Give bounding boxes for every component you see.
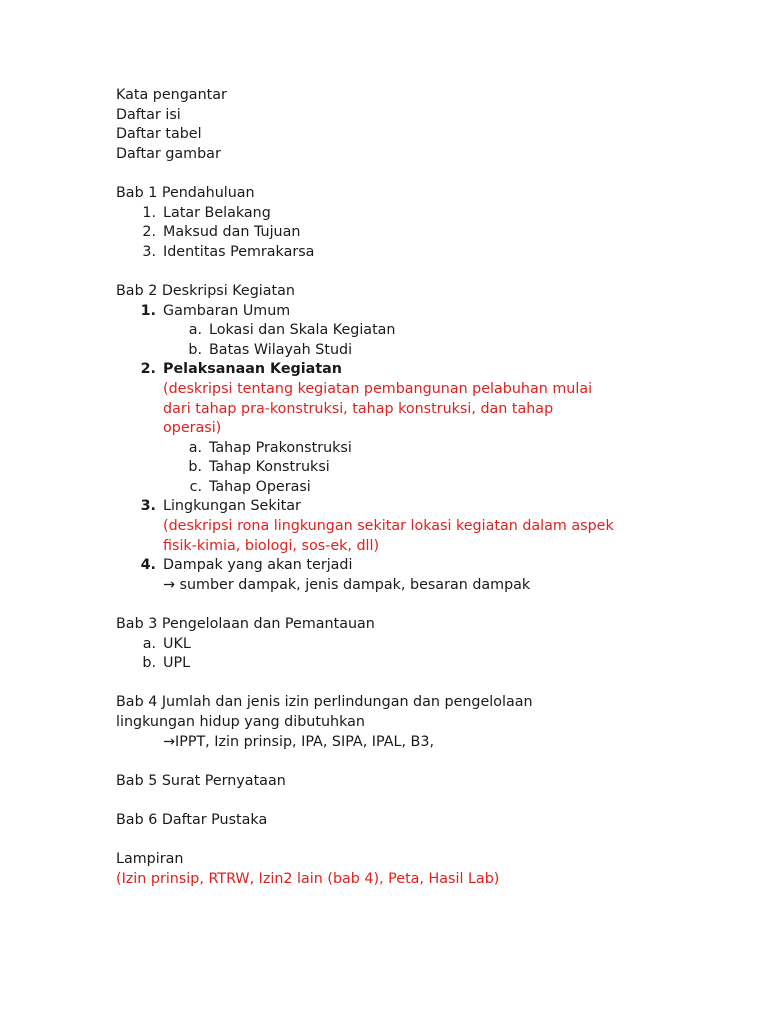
bab2-subitem <box>116 321 676 341</box>
bab2-subitem <box>116 478 676 498</box>
list-text: Batas Wilayah Studi <box>209 341 353 358</box>
list-letter: b. <box>188 341 202 358</box>
lampiran-title: Lampiran <box>116 851 184 868</box>
list-text: Gambaran Umum <box>163 302 291 319</box>
bab2-section <box>116 497 676 517</box>
bab3-item <box>116 635 676 655</box>
arrow-line <box>116 576 676 596</box>
list-text: Identitas Pemrakarsa <box>163 243 315 260</box>
list-letter: a. <box>142 635 156 652</box>
list-number: 2. <box>142 224 156 241</box>
bab3-title: Bab 3 Pengelolaan dan Pemantauan <box>116 616 375 633</box>
list-number: 2. <box>140 361 156 378</box>
arrow-text: IPPT, Izin prinsip, IPA, SIPA, IPAL, B3, <box>174 733 435 750</box>
list-number: 4. <box>140 557 156 574</box>
front-daftar-tabel: Daftar tabel <box>116 126 202 143</box>
list-text: Tahap Konstruksi <box>209 459 330 476</box>
bab4-title-cont: lingkungan hidup yang dibutuhkan <box>116 714 365 730</box>
list-text: Latar Belakang <box>163 204 271 221</box>
list-text: Pelaksanaan Kegiatan <box>163 361 342 378</box>
list-letter: a. <box>188 439 202 456</box>
list-text: Lingkungan Sekitar <box>163 498 301 515</box>
front-daftar-gambar: Daftar gambar <box>116 145 221 162</box>
arrow-right-icon: → <box>163 576 175 593</box>
document-page <box>116 86 676 889</box>
list-number: 1. <box>142 204 156 221</box>
list-number: 3. <box>142 243 156 260</box>
note-red: operasi) <box>163 420 222 437</box>
list-text: UKL <box>163 635 191 652</box>
note-red: (deskripsi rona lingkungan sekitar lokasi kegiatan dalam aspek <box>163 518 614 535</box>
bab1-item <box>116 243 676 263</box>
list-letter: b. <box>188 459 202 476</box>
bab2-section <box>116 556 676 576</box>
note-red: fisik-kimia, biologi, sos-ek, dll) <box>163 537 380 554</box>
list-text: Lokasi dan Skala Kegiatan <box>209 322 396 339</box>
list-letter: b. <box>142 655 156 672</box>
note-red: (deskripsi tentang kegiatan pembangunan pelabuhan mulai <box>163 380 593 397</box>
arrow-line <box>116 733 676 753</box>
bab2-title: Bab 2 Deskripsi Kegiatan <box>116 282 295 299</box>
list-text: Tahap Prakonstruksi <box>209 439 352 456</box>
lampiran-note: (Izin prinsip, RTRW, Izin2 lain (bab 4), Peta, Hasil Lab) <box>116 870 500 887</box>
list-text: Tahap Operasi <box>209 478 311 495</box>
bab2-subitem <box>116 439 676 459</box>
arrow-text: sumber dampak, jenis dampak, besaran dampak <box>179 576 531 593</box>
bab1-item <box>116 223 676 243</box>
list-text: Dampak yang akan terjadi <box>163 557 353 574</box>
list-number: 3. <box>140 498 156 515</box>
list-text: Maksud dan Tujuan <box>163 224 301 241</box>
bab1-title: Bab 1 Pendahuluan <box>116 184 255 201</box>
bab2-subitem <box>116 341 676 361</box>
bab4-title: Bab 4 Jumlah dan jenis izin perlindungan dan pengelolaan <box>116 694 533 711</box>
front-kata-pengantar: Kata pengantar <box>116 87 227 103</box>
note-red: dari tahap pra-konstruksi, tahap konstruksi, dan tahap <box>163 400 554 417</box>
bab2-section <box>116 302 676 322</box>
list-text: UPL <box>163 655 191 672</box>
arrow-right-icon: → <box>163 733 175 750</box>
bab5-title: Bab 5 Surat Pernyataan <box>116 772 286 789</box>
bab1-item <box>116 204 676 224</box>
bab6-title: Bab 6 Daftar Pustaka <box>116 811 268 828</box>
list-number: 1. <box>140 302 156 319</box>
bab3-item <box>116 654 676 674</box>
bab2-subitem <box>116 458 676 478</box>
bab2-section <box>116 360 676 380</box>
front-daftar-isi: Daftar isi <box>116 106 181 123</box>
list-letter: a. <box>188 322 202 339</box>
list-letter: c. <box>189 478 202 495</box>
